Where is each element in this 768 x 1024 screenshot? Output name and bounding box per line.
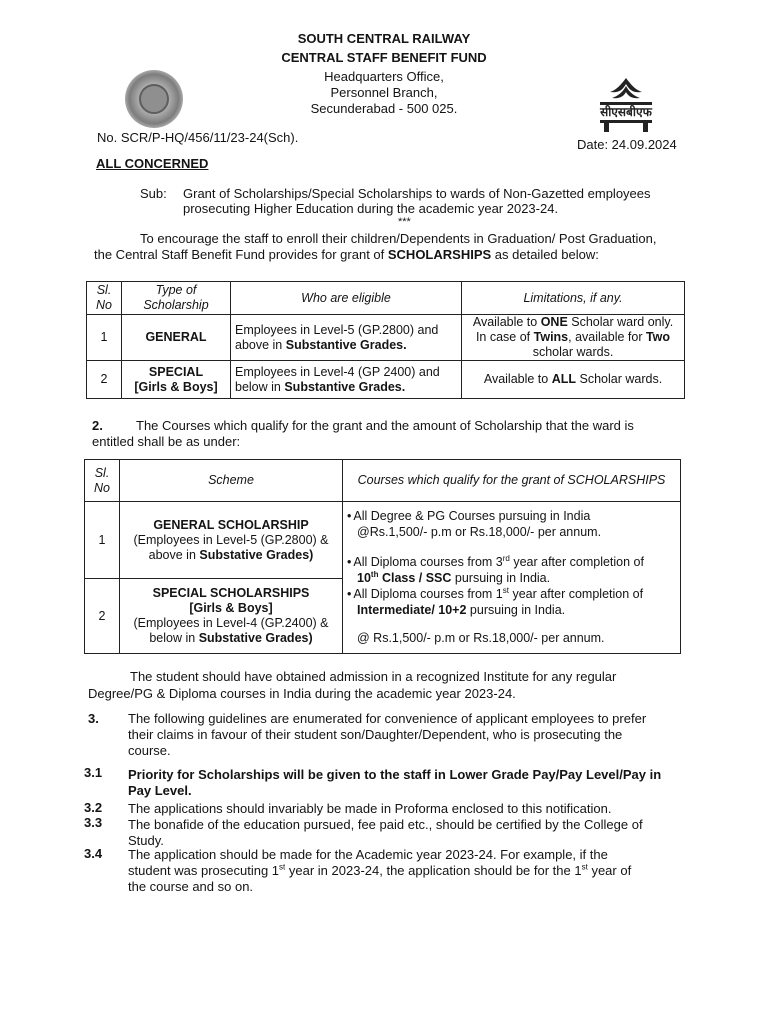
guideline-3-4-text: The application should be made for the Academic year 2023-24. For example, if the student was prosecuting 1st year in 2023-24, the application should be for the 1st year of the course and so on. (128, 847, 632, 894)
row-eligibility: Employees in Level-5 (GP.2800) and above in Substantive Grades. (231, 315, 462, 361)
addressee: ALL CONCERNED (96, 156, 209, 171)
col-scheme-header: Scheme (120, 460, 343, 502)
table-row (87, 361, 685, 399)
para-2-line-1: The Courses which qualify for the grant and the amount of Scholarship that the ward is (136, 418, 634, 433)
row-sl: 1 (85, 502, 120, 579)
eligibility-table (86, 281, 685, 399)
course-item-3-rate: @ Rs.1,500/- p.m or Rs.18,000/- per annum. (357, 631, 605, 645)
office-name: Headquarters Office, (324, 69, 444, 84)
row-eligibility: Employees in Level-4 (GP 2400) and below in Substantive Grades. (231, 361, 462, 399)
guideline-3-2-text: The applications should invariably be made in Proforma enclosed to this notification. (128, 801, 612, 816)
row-sl: 2 (87, 361, 122, 399)
col-sl-header: Sl. No (87, 282, 122, 315)
col-limit-header: Limitations, if any. (462, 282, 685, 315)
table-header-row (87, 282, 685, 315)
course-item-3: • All Diploma courses from 1st year after completion of (347, 586, 676, 602)
col-sl-header: Sl. No (85, 460, 120, 502)
row-limitations: Available to ONE Scholar ward only. In case of Twins, available for Two scholar wards. (462, 315, 685, 361)
fund-name: CENTRAL STAFF BENEFIT FUND (281, 50, 487, 65)
course-item-3-cont: Intermediate/ 10+2 pursuing in India. (357, 603, 566, 617)
table-header-row (85, 460, 681, 502)
courses-table (84, 459, 681, 654)
subject-label: Sub: (140, 186, 167, 201)
col-courses-header: Courses which qualify for the grant of SCHOLARSHIPS (343, 460, 681, 502)
row-limitations: Available to ALL Scholar wards. (462, 361, 685, 399)
separator-stars: *** (398, 216, 411, 228)
intro-line-1: To encourage the staff to enroll their children/Dependents in Graduation/ Post Graduation, (140, 231, 657, 246)
row-scheme: SPECIAL SCHOLARSHIPS [Girls & Boys] (Employees in Level-4 (GP.2400) & below in Substative Grades) (120, 579, 343, 654)
course-item-1-rate: @Rs.1,500/- p.m or Rs.18,000/- per annum. (357, 525, 602, 539)
row-courses (343, 502, 681, 654)
railway-emblem-icon (125, 70, 183, 128)
subject-line-1: Grant of Scholarships/Special Scholarships to wards of Non-Gazetted employees (183, 186, 651, 201)
admission-line-2: Degree/PG & Diploma courses in India during the academic year 2023-24. (88, 686, 516, 701)
col-type-header: Type of Scholarship (122, 282, 231, 315)
subject-line-2: prosecuting Higher Education during the academic year 2023-24. (183, 201, 559, 216)
guideline-3-text: The following guidelines are enumerated for convenience of applicant employees to prefer their claims in favour of their student son/Daughter/Dependent, who is prosecuting the course. (128, 711, 647, 758)
guideline-3-1-text: Priority for Scholarships will be given to the staff in Lower Grade Pay/Pay Level/Pay in Pay Level. (128, 767, 662, 798)
guideline-3-4-number: 3.4 (84, 846, 103, 861)
table-row (87, 315, 685, 361)
row-type: SPECIAL [Girls & Boys] (122, 361, 231, 399)
table-row (85, 502, 681, 579)
para-2-line-2: entitled shall be as under: (92, 434, 241, 449)
guideline-3-1-number: 3.1 (84, 765, 103, 780)
document-date: Date: 24.09.2024 (577, 137, 677, 152)
org-name: SOUTH CENTRAL RAILWAY (297, 31, 471, 46)
course-item-2-cont: 10th Class / SSC pursuing in India. (357, 569, 551, 585)
reference-number: No. SCR/P-HQ/456/11/23-24(Sch). (97, 130, 299, 145)
col-who-header: Who are eligible (231, 282, 462, 315)
row-sl: 1 (87, 315, 122, 361)
guideline-3-3-text: The bonafide of the education pursued, fee paid etc., should be certified by the College of Study. (128, 817, 643, 848)
logo-text: सीएसबीएफ (600, 105, 652, 119)
row-scheme: GENERAL SCHOLARSHIP (Employees in Level-5 (GP.2800) & above in Substative Grades) (120, 502, 343, 579)
guideline-3-2-number: 3.2 (84, 800, 103, 815)
guideline-3-3-number: 3.3 (84, 815, 103, 830)
intro-line-2: the Central Staff Benefit Fund provides for grant of SCHOLARSHIPS as detailed below: (94, 247, 599, 262)
csbf-logo-icon (590, 72, 662, 136)
admission-line-1: The student should have obtained admission in a recognized Institute for any regular (130, 669, 617, 684)
para-2-number: 2. (92, 418, 103, 433)
row-sl: 2 (85, 579, 120, 654)
row-type: GENERAL (122, 315, 231, 361)
branch-name: Personnel Branch, (330, 85, 438, 100)
course-item-1: • All Degree & PG Courses pursuing in India (347, 508, 676, 524)
address-line: Secunderabad - 500 025. (310, 101, 458, 116)
guideline-3-number: 3. (88, 711, 99, 726)
course-item-2: • All Diploma courses from 3rd year after completion of (347, 554, 676, 570)
